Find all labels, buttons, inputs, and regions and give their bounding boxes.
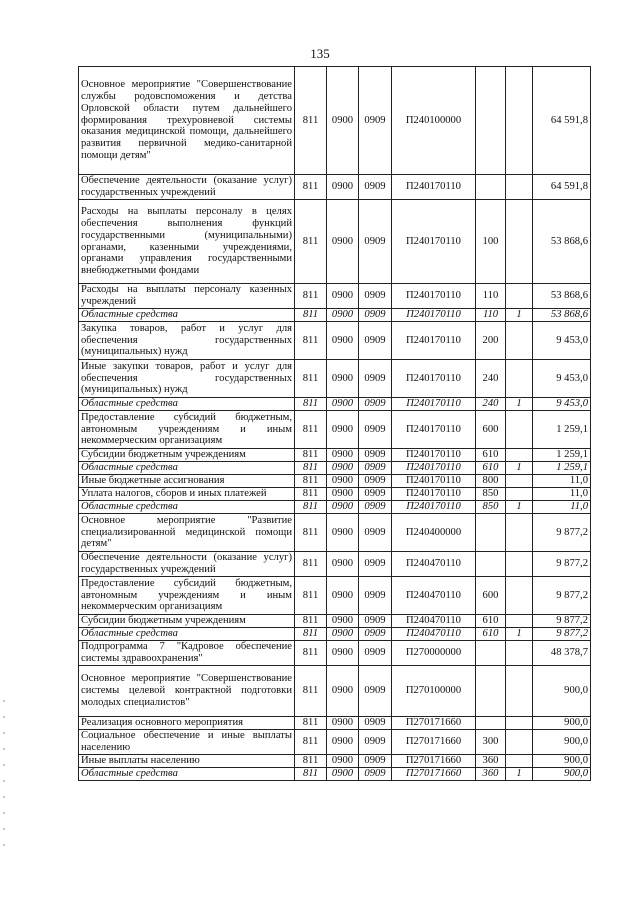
department-code-cell: 811 [295,200,327,284]
section-code-cell: 0900 [327,628,359,641]
target-article-code-cell: П270171660 [392,730,476,755]
subsection-code-cell: 0909 [359,449,392,462]
funding-source-cell [506,488,533,501]
item-name-cell: Областные средства [79,309,295,322]
section-code-cell: 0900 [327,200,359,284]
table-row [79,755,591,768]
amount-cell: 9 453,0 [533,322,591,360]
table-row [79,666,591,717]
funding-source-cell [506,411,533,449]
funding-source-cell [506,730,533,755]
section-code-cell: 0900 [327,577,359,615]
target-article-code-cell: П240170110 [392,200,476,284]
table-row [79,309,591,322]
department-code-cell: 811 [295,628,327,641]
subsection-code-cell: 0909 [359,175,392,200]
item-name-cell: Субсидии бюджетным учреждениям [79,615,295,628]
expense-type-code-cell [476,175,506,200]
amount-cell: 900,0 [533,768,591,781]
expense-type-code-cell: 610 [476,462,506,475]
item-name-cell: Иные бюджетные ассигнования [79,475,295,488]
section-code-cell: 0900 [327,175,359,200]
subsection-code-cell: 0909 [359,717,392,730]
subsection-code-cell: 0909 [359,514,392,552]
amount-cell: 9 877,2 [533,514,591,552]
section-code-cell: 0900 [327,755,359,768]
table-row [79,641,591,666]
expense-type-code-cell: 100 [476,200,506,284]
subsection-code-cell: 0909 [359,628,392,641]
section-code-cell: 0900 [327,284,359,309]
table-row [79,284,591,309]
table-row [79,200,591,284]
section-code-cell: 0900 [327,309,359,322]
department-code-cell: 811 [295,488,327,501]
subsection-code-cell: 0909 [359,577,392,615]
subsection-code-cell: 0909 [359,360,392,398]
funding-source-cell: 1 [506,398,533,411]
subsection-code-cell: 0909 [359,411,392,449]
target-article-code-cell: П270171660 [392,755,476,768]
amount-cell: 64 591,8 [533,175,591,200]
amount-cell: 1 259,1 [533,411,591,449]
item-name-cell: Областные средства [79,768,295,781]
amount-cell: 9 877,2 [533,552,591,577]
expense-type-code-cell: 300 [476,730,506,755]
table-row [79,67,591,175]
section-code-cell: 0900 [327,398,359,411]
table-row [79,175,591,200]
expense-type-code-cell: 600 [476,577,506,615]
subsection-code-cell: 0909 [359,284,392,309]
funding-source-cell: 1 [506,628,533,641]
table-row [79,411,591,449]
section-code-cell: 0900 [327,449,359,462]
table-row [79,360,591,398]
funding-source-cell [506,755,533,768]
expense-type-code-cell: 850 [476,488,506,501]
subsection-code-cell: 0909 [359,552,392,577]
item-name-cell: Обеспечение деятельности (оказание услуг) государственных учреждений [79,175,295,200]
department-code-cell: 811 [295,577,327,615]
subsection-code-cell: 0909 [359,309,392,322]
table-row [79,398,591,411]
item-name-cell: Уплата налогов, сборов и иных платежей [79,488,295,501]
amount-cell: 9 877,2 [533,577,591,615]
item-name-cell: Реализация основного мероприятия [79,717,295,730]
target-article-code-cell: П240170110 [392,488,476,501]
funding-source-cell [506,552,533,577]
amount-cell: 53 868,6 [533,200,591,284]
item-name-cell: Основное мероприятие "Совершенствование системы целевой контрактной подготовки молодых специалистов" [79,666,295,717]
item-name-cell: Подпрограмма 7 "Кадровое обеспечение системы здравоохранения" [79,641,295,666]
item-name-cell: Иные закупки товаров, работ и услуг для обеспечения государственных (муниципальных) нужд [79,360,295,398]
department-code-cell: 811 [295,768,327,781]
budget-table-body [79,67,591,781]
expense-type-code-cell: 110 [476,284,506,309]
section-code-cell: 0900 [327,666,359,717]
section-code-cell: 0900 [327,552,359,577]
department-code-cell: 811 [295,398,327,411]
target-article-code-cell: П240470110 [392,577,476,615]
amount-cell: 9 453,0 [533,398,591,411]
target-article-code-cell: П240170110 [392,475,476,488]
item-name-cell: Основное мероприятие "Развитие специализированной медицинской помощи детям" [79,514,295,552]
expense-type-code-cell [476,514,506,552]
department-code-cell: 811 [295,552,327,577]
target-article-code-cell: П240470110 [392,552,476,577]
department-code-cell: 811 [295,284,327,309]
target-article-code-cell: П240170110 [392,284,476,309]
subsection-code-cell: 0909 [359,768,392,781]
amount-cell: 900,0 [533,717,591,730]
section-code-cell: 0900 [327,488,359,501]
funding-source-cell [506,641,533,666]
amount-cell: 9 453,0 [533,360,591,398]
section-code-cell: 0900 [327,67,359,175]
item-name-cell: Областные средства [79,462,295,475]
table-row [79,768,591,781]
funding-source-cell: 1 [506,462,533,475]
expense-type-code-cell: 610 [476,615,506,628]
department-code-cell: 811 [295,514,327,552]
target-article-code-cell: П240100000 [392,67,476,175]
funding-source-cell: 1 [506,501,533,514]
subsection-code-cell: 0909 [359,501,392,514]
section-code-cell: 0900 [327,514,359,552]
department-code-cell: 811 [295,322,327,360]
amount-cell: 48 378,7 [533,641,591,666]
subsection-code-cell: 0909 [359,398,392,411]
amount-cell: 64 591,8 [533,67,591,175]
expense-type-code-cell: 110 [476,309,506,322]
department-code-cell: 811 [295,717,327,730]
funding-source-cell [506,615,533,628]
department-code-cell: 811 [295,462,327,475]
target-article-code-cell: П240170110 [392,360,476,398]
department-code-cell: 811 [295,730,327,755]
department-code-cell: 811 [295,67,327,175]
item-name-cell: Обеспечение деятельности (оказание услуг) государственных учреждений [79,552,295,577]
expense-type-code-cell: 360 [476,768,506,781]
target-article-code-cell: П240170110 [392,501,476,514]
expense-type-code-cell [476,717,506,730]
department-code-cell: 811 [295,666,327,717]
funding-source-cell [506,322,533,360]
amount-cell: 9 877,2 [533,615,591,628]
item-name-cell: Субсидии бюджетным учреждениям [79,449,295,462]
item-name-cell: Социальное обеспечение и иные выплаты населению [79,730,295,755]
department-code-cell: 811 [295,449,327,462]
target-article-code-cell: П240470110 [392,628,476,641]
target-article-code-cell: П270171660 [392,717,476,730]
item-name-cell: Областные средства [79,501,295,514]
funding-source-cell [506,577,533,615]
expense-type-code-cell: 240 [476,398,506,411]
department-code-cell: 811 [295,175,327,200]
table-row [79,449,591,462]
subsection-code-cell: 0909 [359,488,392,501]
amount-cell: 1 259,1 [533,449,591,462]
table-row [79,552,591,577]
section-code-cell: 0900 [327,462,359,475]
item-name-cell: Областные средства [79,628,295,641]
department-code-cell: 811 [295,615,327,628]
expense-type-code-cell [476,666,506,717]
table-row [79,488,591,501]
amount-cell: 1 259,1 [533,462,591,475]
department-code-cell: 811 [295,641,327,666]
target-article-code-cell: П240170110 [392,309,476,322]
expense-type-code-cell: 610 [476,628,506,641]
target-article-code-cell: П270171660 [392,768,476,781]
funding-source-cell [506,360,533,398]
expense-type-code-cell: 200 [476,322,506,360]
table-row [79,322,591,360]
table-row [79,501,591,514]
section-code-cell: 0900 [327,717,359,730]
funding-source-cell [506,666,533,717]
subsection-code-cell: 0909 [359,462,392,475]
subsection-code-cell: 0909 [359,475,392,488]
item-name-cell: Иные выплаты населению [79,755,295,768]
page-number: 135 [310,46,330,61]
subsection-code-cell: 0909 [359,200,392,284]
budget-table [78,66,591,781]
funding-source-cell [506,200,533,284]
item-name-cell: Предоставление субсидий бюджетным, автономным учреждениям и иным некоммерческим организациям [79,411,295,449]
funding-source-cell [506,475,533,488]
table-row [79,615,591,628]
target-article-code-cell: П240170110 [392,175,476,200]
table-row [79,462,591,475]
table-row [79,475,591,488]
item-name-cell: Расходы на выплаты персоналу казенных учреждений [79,284,295,309]
amount-cell: 9 877,2 [533,628,591,641]
expense-type-code-cell: 610 [476,449,506,462]
amount-cell: 11,0 [533,475,591,488]
subsection-code-cell: 0909 [359,322,392,360]
section-code-cell: 0900 [327,475,359,488]
subsection-code-cell: 0909 [359,755,392,768]
target-article-code-cell: П240170110 [392,322,476,360]
table-row [79,577,591,615]
table-row [79,730,591,755]
department-code-cell: 811 [295,501,327,514]
target-article-code-cell: П240170110 [392,411,476,449]
funding-source-cell: 1 [506,309,533,322]
department-code-cell: 811 [295,360,327,398]
item-name-cell: Предоставление субсидий бюджетным, автономным учреждениям и иным некоммерческим организациям [79,577,295,615]
target-article-code-cell: П270100000 [392,666,476,717]
funding-source-cell [506,514,533,552]
department-code-cell: 811 [295,411,327,449]
item-name-cell: Областные средства [79,398,295,411]
binding-marks [3,700,7,860]
table-row [79,628,591,641]
department-code-cell: 811 [295,309,327,322]
target-article-code-cell: П240170110 [392,462,476,475]
item-name-cell: Основное мероприятие "Совершенствование службы родовспоможения и детства Орловской области путем дальнейшего формирования трехуровневой системы оказания медицинской помощи, дальнейшего развития первичной медико-санитарной помощи детям" [79,67,295,175]
amount-cell: 900,0 [533,755,591,768]
amount-cell: 900,0 [533,730,591,755]
section-code-cell: 0900 [327,641,359,666]
item-name-cell: Закупка товаров, работ и услуг для обеспечения государственных (муниципальных) нужд [79,322,295,360]
expense-type-code-cell: 240 [476,360,506,398]
subsection-code-cell: 0909 [359,666,392,717]
amount-cell: 11,0 [533,501,591,514]
item-name-cell: Расходы на выплаты персоналу в целях обеспечения выполнения функций государственными (муниципальными) органами, казенными учреждениями, органами управления государственными внебюджетными фондами [79,200,295,284]
target-article-code-cell: П270000000 [392,641,476,666]
funding-source-cell [506,284,533,309]
expense-type-code-cell [476,552,506,577]
subsection-code-cell: 0909 [359,730,392,755]
amount-cell: 11,0 [533,488,591,501]
funding-source-cell [506,717,533,730]
section-code-cell: 0900 [327,501,359,514]
expense-type-code-cell: 850 [476,501,506,514]
target-article-code-cell: П240400000 [392,514,476,552]
expense-type-code-cell [476,67,506,175]
funding-source-cell: 1 [506,768,533,781]
subsection-code-cell: 0909 [359,615,392,628]
target-article-code-cell: П240470110 [392,615,476,628]
department-code-cell: 811 [295,475,327,488]
section-code-cell: 0900 [327,768,359,781]
section-code-cell: 0900 [327,360,359,398]
target-article-code-cell: П240170110 [392,449,476,462]
department-code-cell: 811 [295,755,327,768]
amount-cell: 53 868,6 [533,309,591,322]
target-article-code-cell: П240170110 [392,398,476,411]
section-code-cell: 0900 [327,411,359,449]
section-code-cell: 0900 [327,615,359,628]
amount-cell: 900,0 [533,666,591,717]
expense-type-code-cell: 800 [476,475,506,488]
table-row [79,514,591,552]
funding-source-cell [506,175,533,200]
expense-type-code-cell: 600 [476,411,506,449]
funding-source-cell [506,449,533,462]
amount-cell: 53 868,6 [533,284,591,309]
section-code-cell: 0900 [327,730,359,755]
expense-type-code-cell [476,641,506,666]
subsection-code-cell: 0909 [359,641,392,666]
subsection-code-cell: 0909 [359,67,392,175]
expense-type-code-cell: 360 [476,755,506,768]
funding-source-cell [506,67,533,175]
section-code-cell: 0900 [327,322,359,360]
table-row [79,717,591,730]
